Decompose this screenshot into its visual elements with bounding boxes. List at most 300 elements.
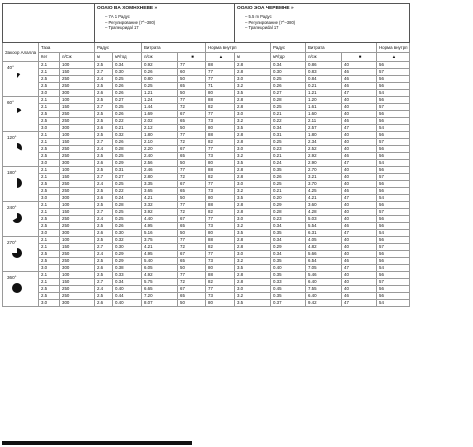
table-cell: 73 [206,118,235,125]
table-cell: 2.1 [39,237,60,244]
table-cell: 0.27 [271,90,306,97]
table-cell: 47 [342,230,377,237]
table-cell: 0.21 [113,125,142,132]
table-cell: 300 [60,265,95,272]
table-cell: 40 [342,146,377,153]
table-cell: 2.5 [39,258,60,265]
table-cell: 80 [206,125,235,132]
subheader-cell: ▲ [206,53,235,62]
table-cell: 2.02 [142,118,178,125]
table-cell: 2.5 [95,188,113,195]
table-cell: 77 [206,286,235,293]
table-cell: 0.28 [113,202,142,209]
table-cell: 0.22 [113,188,142,195]
table-cell: 3.0 [39,230,60,237]
table-cell: 0.34 [271,251,306,258]
table-cell: 7.55 [306,286,342,293]
table-cell: 6.05 [142,265,178,272]
table-cell: 1.61 [306,104,342,111]
table-row [3,76,410,83]
table-cell: 71 [206,83,235,90]
table-cell: 100 [60,167,95,174]
table-cell: 2.1 [39,174,60,181]
table-cell: 88 [206,97,235,104]
table-cell: 46 [342,69,377,76]
table-cell: 2.6 [95,160,113,167]
table-cell: 0.35 [271,272,306,279]
table-cell: 3.5 [235,160,271,167]
table-cell: 50 [178,265,206,272]
table-cell: 2.5 [95,62,113,69]
angle-group-cell [3,97,39,132]
subheader-cell: л/Сж [60,53,95,62]
table-cell: 82 [206,104,235,111]
table-cell: 56 [377,258,410,265]
table-row [3,216,410,223]
table-cell: 2.1 [39,104,60,111]
table-cell: 67 [178,146,206,153]
table-cell: 77 [178,62,206,69]
angle-group-cell [3,272,39,307]
table-cell: 4.28 [306,209,342,216]
table-cell: 2.5 [95,111,113,118]
table-cell: 250 [60,258,95,265]
header-right-bullets [237,14,407,31]
table-cell: 0.84 [306,76,342,83]
table-cell: 77 [178,132,206,139]
table-cell: 50 [178,230,206,237]
table-cell: 2.46 [142,167,178,174]
table-cell: 0.23 [271,216,306,223]
table-cell: 77 [178,202,206,209]
table-cell: 73 [206,153,235,160]
table-cell: 2.1 [39,209,60,216]
table-cell: 67 [178,181,206,188]
table-cell: 80 [206,195,235,202]
header-right-bullet: – 5.5 m Радус [245,14,407,20]
table-row [3,293,410,300]
table-cell: 73 [206,223,235,230]
table-cell: 2.1 [39,139,60,146]
table-cell: 0.26 [113,111,142,118]
table-cell: 2.5 [95,97,113,104]
table-cell: 2.5 [95,223,113,230]
table-cell: 2.5 [39,286,60,293]
table-cell: 250 [60,153,95,160]
table-cell: 100 [60,237,95,244]
table-cell: 2.8 [235,272,271,279]
table-cell: 40 [342,167,377,174]
table-cell: 88 [206,62,235,69]
subheader-cell: л/сж [306,53,342,62]
table-cell: 2.1 [39,167,60,174]
table-cell: 2.34 [306,139,342,146]
table-cell: 7.05 [306,265,342,272]
table-cell: 46 [342,83,377,90]
table-cell: 46 [342,153,377,160]
header-left-title: ΟΟΛΙΟ ΒΑ ΧΟΜΗΧΗΕΒΕ » [97,6,158,11]
col-flow-right: Витрата [306,43,377,53]
table-cell: 8.07 [142,300,178,307]
table-row [3,223,410,230]
table-cell: 3.0 [235,251,271,258]
table-row [3,118,410,125]
table-cell: 1.24 [142,97,178,104]
table-cell: 56 [377,62,410,69]
table-cell: 80 [206,90,235,97]
table-cell: 3.32 [142,202,178,209]
table-cell: 0.25 [271,104,306,111]
table-cell: 0.25 [271,139,306,146]
table-cell: 40 [342,97,377,104]
table-cell: 57 [377,279,410,286]
table-cell: 2.8 [235,279,271,286]
col-radius-left: Радус [95,43,142,53]
table-cell: 1.69 [142,111,178,118]
table-cell: 54 [377,230,410,237]
sector-icon [11,282,23,296]
table-cell: 2.5 [39,83,60,90]
table-cell: 2.12 [142,125,178,132]
subheader-cell: м [95,53,113,62]
table-cell: 0.29 [113,160,142,167]
table-cell: 77 [206,251,235,258]
table-cell: 2.11 [306,118,342,125]
table-cell: 56 [377,251,410,258]
table-cell: 72 [178,174,206,181]
table-cell: 47 [342,160,377,167]
table-cell: 150 [60,69,95,76]
table-cell: 56 [377,111,410,118]
table-row [3,188,410,195]
table-cell: 3.0 [235,286,271,293]
table-cell: 2.5 [95,258,113,265]
sector-icon [11,107,23,121]
table-cell: 0.23 [271,146,306,153]
table-cell: 40 [342,279,377,286]
footer-bar [2,441,192,445]
table-cell: 2.6 [95,230,113,237]
table-cell: 40 [342,286,377,293]
table-cell: 77 [206,69,235,76]
table-cell: 3.65 [142,188,178,195]
table-cell: 2.5 [39,153,60,160]
table-cell: 0.21 [271,153,306,160]
col-rate-left: Норма внутрп [206,43,271,53]
table-cell: 40 [342,272,377,279]
table-cell: 56 [377,202,410,209]
table-row [3,286,410,293]
table-cell: 300 [60,125,95,132]
table-cell: 2.4 [95,181,113,188]
table-cell: 2.10 [142,139,178,146]
table-cell: 5.16 [142,230,178,237]
table-cell: 3.0 [39,160,60,167]
table-cell: 3.2 [235,83,271,90]
table-cell: 88 [206,237,235,244]
table-cell: 57 [377,209,410,216]
table-cell: 250 [60,216,95,223]
table-cell: 67 [178,111,206,118]
table-cell: 2.8 [235,97,271,104]
table-cell: 3.2 [235,118,271,125]
table-cell: 150 [60,244,95,251]
table-cell: 100 [60,97,95,104]
table-cell: 0.35 [271,230,306,237]
table-cell: 3.2 [235,223,271,230]
table-cell: 3.92 [142,209,178,216]
table-cell: 3.5 [235,230,271,237]
table-cell: 77 [178,272,206,279]
table-cell: 2.5 [39,216,60,223]
table-cell: 3.60 [306,202,342,209]
table-cell: 77 [206,111,235,118]
table-cell: 0.25 [271,76,306,83]
table-cell: 47 [342,90,377,97]
table-cell: 1.80 [142,132,178,139]
table-cell: 50 [178,125,206,132]
table-cell: 2.5 [39,188,60,195]
table-cell: 250 [60,293,95,300]
table-cell: 3.2 [235,188,271,195]
table-cell: 2.4 [95,76,113,83]
table-cell: 0.26 [271,83,306,90]
angle-group-cell [3,62,39,97]
angle-label: 240° [7,205,17,210]
table-cell: 3.2 [235,293,271,300]
table-cell: 56 [377,146,410,153]
table-cell: 77 [178,167,206,174]
table-row [3,265,410,272]
table-cell: 0.35 [271,167,306,174]
table-cell: 6.40 [306,279,342,286]
table-cell: 100 [60,202,95,209]
table-cell: 0.26 [271,174,306,181]
col-flow-left: Витрата [142,43,206,53]
table-cell: 0.34 [113,62,142,69]
table-row [3,244,410,251]
header-row [3,4,410,43]
table-cell: 150 [60,104,95,111]
table-cell: 77 [206,181,235,188]
table-cell: 150 [60,174,95,181]
table-cell: 72 [178,104,206,111]
angle-label: 360° [7,275,17,280]
table-cell: 2.7 [95,69,113,76]
table-cell: 73 [206,293,235,300]
table-cell: 4.21 [142,244,178,251]
table-cell: 0.25 [113,76,142,83]
table-row [3,230,410,237]
table-cell: 82 [206,279,235,286]
table-cell: 0.26 [113,83,142,90]
table-cell: 250 [60,111,95,118]
table-cell: 6.65 [142,286,178,293]
table-cell: 4.40 [142,216,178,223]
table-row [3,97,410,104]
table-cell: 65 [178,118,206,125]
table-row [3,160,410,167]
table-row [3,258,410,265]
table-cell: 3.0 [235,216,271,223]
table-cell: 0.25 [142,83,178,90]
table-cell: 250 [60,181,95,188]
table-cell: 2.5 [95,237,113,244]
subheader-cell: ■ [178,53,206,62]
table-cell: 2.5 [95,118,113,125]
table-cell: 82 [206,209,235,216]
table-cell: 72 [178,209,206,216]
table-cell: 2.7 [95,244,113,251]
table-cell: 2.1 [39,272,60,279]
table-cell: 2.5 [39,251,60,258]
col-angle: Закоор Алалла [3,43,39,62]
col-radius-right: Радус [271,43,306,53]
table-cell: 56 [377,153,410,160]
table-cell: 0.33 [271,279,306,286]
table-cell: 88 [206,167,235,174]
table-cell: 2.6 [95,265,113,272]
subheader-cell: м³/гдр [271,53,306,62]
table-cell: 2.8 [235,202,271,209]
table-cell: 100 [60,132,95,139]
sector-icon [11,177,23,191]
table-cell: 150 [60,139,95,146]
table-cell: 4.95 [142,223,178,230]
table-cell: 2.1 [39,279,60,286]
table-cell: 65 [178,153,206,160]
table-cell: 5.66 [306,251,342,258]
table-cell: 40 [342,111,377,118]
table-cell: 4.05 [306,237,342,244]
table-cell: 2.52 [306,146,342,153]
table-cell: 57 [377,104,410,111]
table-cell: 46 [342,76,377,83]
header-blank [3,4,95,43]
table-cell: 77 [206,146,235,153]
table-cell: 56 [377,237,410,244]
table-cell: 46 [342,118,377,125]
table-cell: 2.1 [39,202,60,209]
table-cell: 0.26 [113,139,142,146]
table-cell: 2.40 [142,153,178,160]
table-cell: 0.28 [271,209,306,216]
table-cell: 3.0 [39,265,60,272]
header-left-bullets [97,14,232,31]
table-cell: 0.29 [113,251,142,258]
table-cell: 2.5 [39,76,60,83]
table-cell: 2.92 [306,153,342,160]
table-cell: 50 [178,300,206,307]
table-cell: 2.70 [306,167,342,174]
table-cell: 88 [206,272,235,279]
table-cell: 0.22 [113,118,142,125]
table-cell: 100 [60,272,95,279]
table-cell: 3.2 [235,258,271,265]
header-left-bullet: – Регулирование (7°–380) [105,20,232,26]
table-cell: 2.80 [142,174,178,181]
table-cell: 56 [377,97,410,104]
table-cell: 0.25 [271,181,306,188]
table-cell: 2.4 [95,286,113,293]
table-cell: 40 [342,181,377,188]
table-cell: 2.7 [95,279,113,286]
table-cell: 73 [206,258,235,265]
table-row [3,83,410,90]
table-cell: 2.5 [39,223,60,230]
table-row [3,146,410,153]
table-cell: 65 [178,188,206,195]
table-cell: 0.29 [271,244,306,251]
table-cell: 5.75 [142,279,178,286]
table-cell: 56 [377,167,410,174]
table-cell: 0.35 [271,293,306,300]
table-cell: 3.0 [39,90,60,97]
table-cell: 56 [377,293,410,300]
table-cell: 3.21 [306,174,342,181]
sector-icon [11,247,23,261]
table-cell: 300 [60,195,95,202]
spec-sheet [2,3,410,307]
table-cell: 47 [342,125,377,132]
table-cell: 3.0 [235,111,271,118]
table-cell: 0.20 [271,195,306,202]
table-cell: 4.25 [306,188,342,195]
table-cell: 80 [206,230,235,237]
table-cell: 40 [342,216,377,223]
table-cell: 54 [377,300,410,307]
table-cell: 57 [377,69,410,76]
table-cell: 1.21 [142,90,178,97]
table-cell: 2.20 [142,146,178,153]
table-cell: 0.25 [113,181,142,188]
table-cell: 56 [377,272,410,279]
angle-label: 40° [7,65,14,70]
table-cell: 56 [377,118,410,125]
table-row [3,69,410,76]
subheader-row [3,53,410,62]
table-cell: 2.1 [39,69,60,76]
table-cell: 82 [206,244,235,251]
table-cell: 54 [377,265,410,272]
table-cell: 0.26 [113,223,142,230]
table-row [3,90,410,97]
table-row [3,209,410,216]
table-row [3,111,410,118]
header-right [235,4,410,43]
table-cell: 3.0 [39,125,60,132]
table-cell: 2.8 [235,104,271,111]
table-cell: 0.21 [306,83,342,90]
table-cell: 46 [342,188,377,195]
table-cell: 0.25 [113,216,142,223]
table-body [3,62,410,307]
table-cell: 300 [60,230,95,237]
table-cell: 0.25 [113,104,142,111]
table-row [3,104,410,111]
table-cell: 2.6 [95,300,113,307]
table-cell: 2.1 [39,62,60,69]
table-cell: 2.5 [39,111,60,118]
table-row [3,251,410,258]
table-cell: 0.21 [271,111,306,118]
table-cell: 0.29 [271,202,306,209]
table-cell: 5.46 [306,272,342,279]
table-cell: 3.0 [39,300,60,307]
table-cell: 300 [60,300,95,307]
table-cell: 50 [178,160,206,167]
table-cell: 250 [60,223,95,230]
